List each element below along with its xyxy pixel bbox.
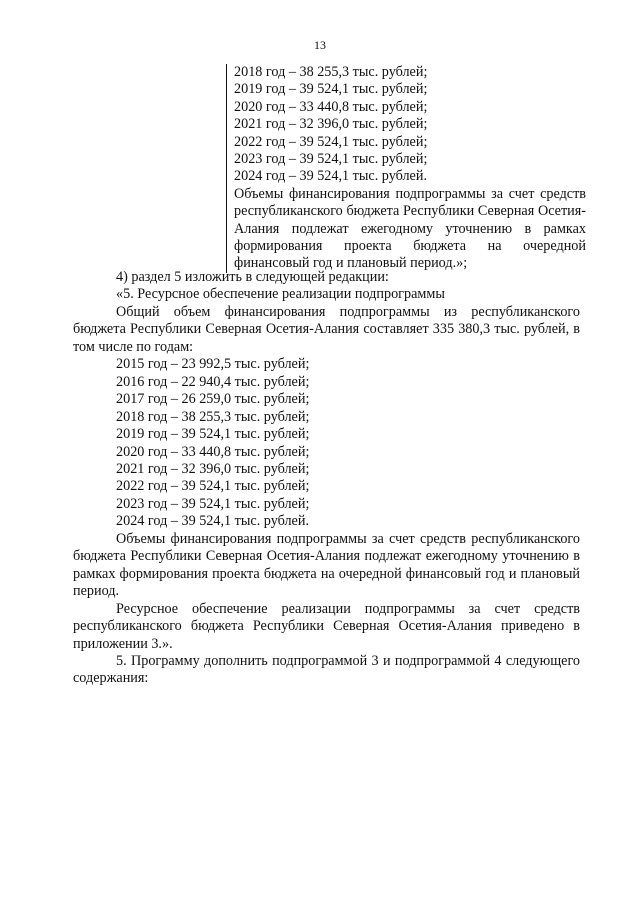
table-year-line: 2023 год – 39 524,1 тыс. рублей; — [234, 151, 428, 168]
year-line: 2020 год – 33 440,8 тыс. рублей; — [116, 443, 310, 460]
year-line: 2022 год – 39 524,1 тыс. рублей; — [116, 478, 310, 495]
total-paragraph: Общий объем финансирования подпрограммы из республиканского бюджета Республики Северная Осетия-Алания составляет 335 380,3 тыс. рублей, в том числе по годам: — [73, 303, 580, 355]
table-year-line: 2022 год – 39 524,1 тыс. рублей; — [234, 133, 428, 150]
table-note: Объемы финансирования подпрограммы за счет средств республиканского бюджета Республики Северная Осетия-Алания подлежат ежегодному уточнению в рамках формирования проекта бюджета на очередной финансовый год и плановый период.»; — [234, 185, 586, 272]
item-5: 5. Программу дополнить подпрограммой 3 и подпрограммой 4 следующего содержания: — [73, 652, 580, 687]
section-title: «5. Ресурсное обеспечение реализации подпрограммы — [116, 286, 445, 303]
table-cell-financing — [226, 64, 586, 273]
item-4: 4) раздел 5 изложить в следующей редакции: — [116, 269, 389, 285]
table-year-line: 2019 год – 39 524,1 тыс. рублей; — [234, 81, 428, 98]
table-year-line: 2024 год – 39 524,1 тыс. рублей. — [234, 168, 427, 185]
year-line: 2023 год – 39 524,1 тыс. рублей; — [116, 495, 310, 512]
volumes-paragraph: Объемы финансирования подпрограммы за счет средств республиканского бюджета Республики Северная Осетия-Алания подлежат ежегодному уточнению в рамках формирования проекта бюджета на очередной финансовый год и плановый период. — [73, 530, 580, 600]
table-year-line: 2018 год – 38 255,3 тыс. рублей; — [234, 64, 428, 80]
year-line: 2018 год – 38 255,3 тыс. рублей; — [116, 408, 310, 425]
year-line: 2017 год – 26 259,0 тыс. рублей; — [116, 391, 310, 408]
table-year-line: 2020 год – 33 440,8 тыс. рублей; — [234, 98, 428, 115]
year-line: 2015 год – 23 992,5 тыс. рублей; — [116, 356, 310, 373]
page-number: 13 — [314, 38, 326, 52]
year-line: 2019 год – 39 524,1 тыс. рублей; — [116, 426, 310, 443]
year-line: 2024 год – 39 524,1 тыс. рублей. — [116, 513, 309, 530]
year-line: 2016 год – 22 940,4 тыс. рублей; — [116, 373, 310, 390]
year-line: 2021 год – 32 396,0 тыс. рублей; — [116, 460, 310, 477]
table-year-line: 2021 год – 32 396,0 тыс. рублей; — [234, 116, 428, 133]
document-body — [73, 269, 580, 688]
resource-paragraph: Ресурсное обеспечение реализации подпрограммы за счет средств республиканского бюджета Республики Северная Осетия-Алания приведено в приложении 3.». — [73, 600, 580, 652]
